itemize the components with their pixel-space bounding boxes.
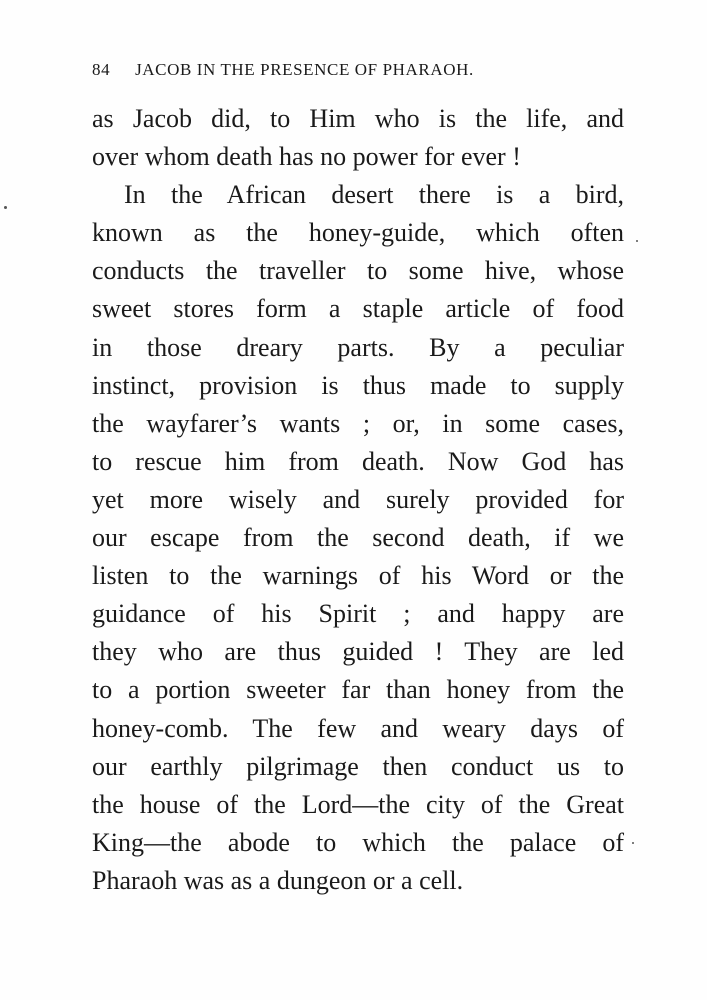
text-line: Pharaoh was as a dungeon or a cell. [92,865,464,895]
ink-speck [4,206,7,209]
text-line: over whom death has no power for ever ! [92,142,521,172]
text-line: listen to the warnings of his Word or the [92,561,624,591]
page-number: 84 [92,60,111,79]
text-line: yet more wisely and surely provided for [92,484,624,514]
text-line: as Jacob did, to Him who is the life, and [92,104,624,133]
text-line: conducts the traveller to some hive, whose [92,256,624,286]
text-line: sweet stores form a staple article of food [92,294,624,324]
text-line: known as the honey-guide, which often [92,218,624,248]
ink-speck [636,240,638,242]
text-line: instinct, provision is thus made to supply [92,370,624,400]
text-line: they who are thus guided ! They are led [92,637,624,667]
text-line: our earthly pilgrimage then conduct us to [92,751,624,781]
paragraph-first-line: In the African desert there is a bird, [124,180,624,210]
body-text [92,100,624,900]
text-line: to rescue him from death. Now God has [92,446,624,476]
ink-speck [632,842,634,844]
text-line: honey-comb. The few and weary days of [92,713,624,743]
text-line: in those dreary parts. By a peculiar [92,332,624,362]
text-line: to a portion sweeter far than honey from the [92,675,624,705]
running-head [92,60,622,84]
text-line: the wayfarer’s wants ; or, in some cases, [92,408,624,438]
chapter-title: JACOB IN THE PRESENCE OF PHARAOH. [135,60,474,79]
text-line: our escape from the second death, if we [92,523,624,553]
text-line: guidance of his Spirit ; and happy are [92,599,624,629]
text-line: the house of the Lord—the city of the Great [92,789,624,819]
text-line: King—the abode to which the palace of [92,827,624,857]
